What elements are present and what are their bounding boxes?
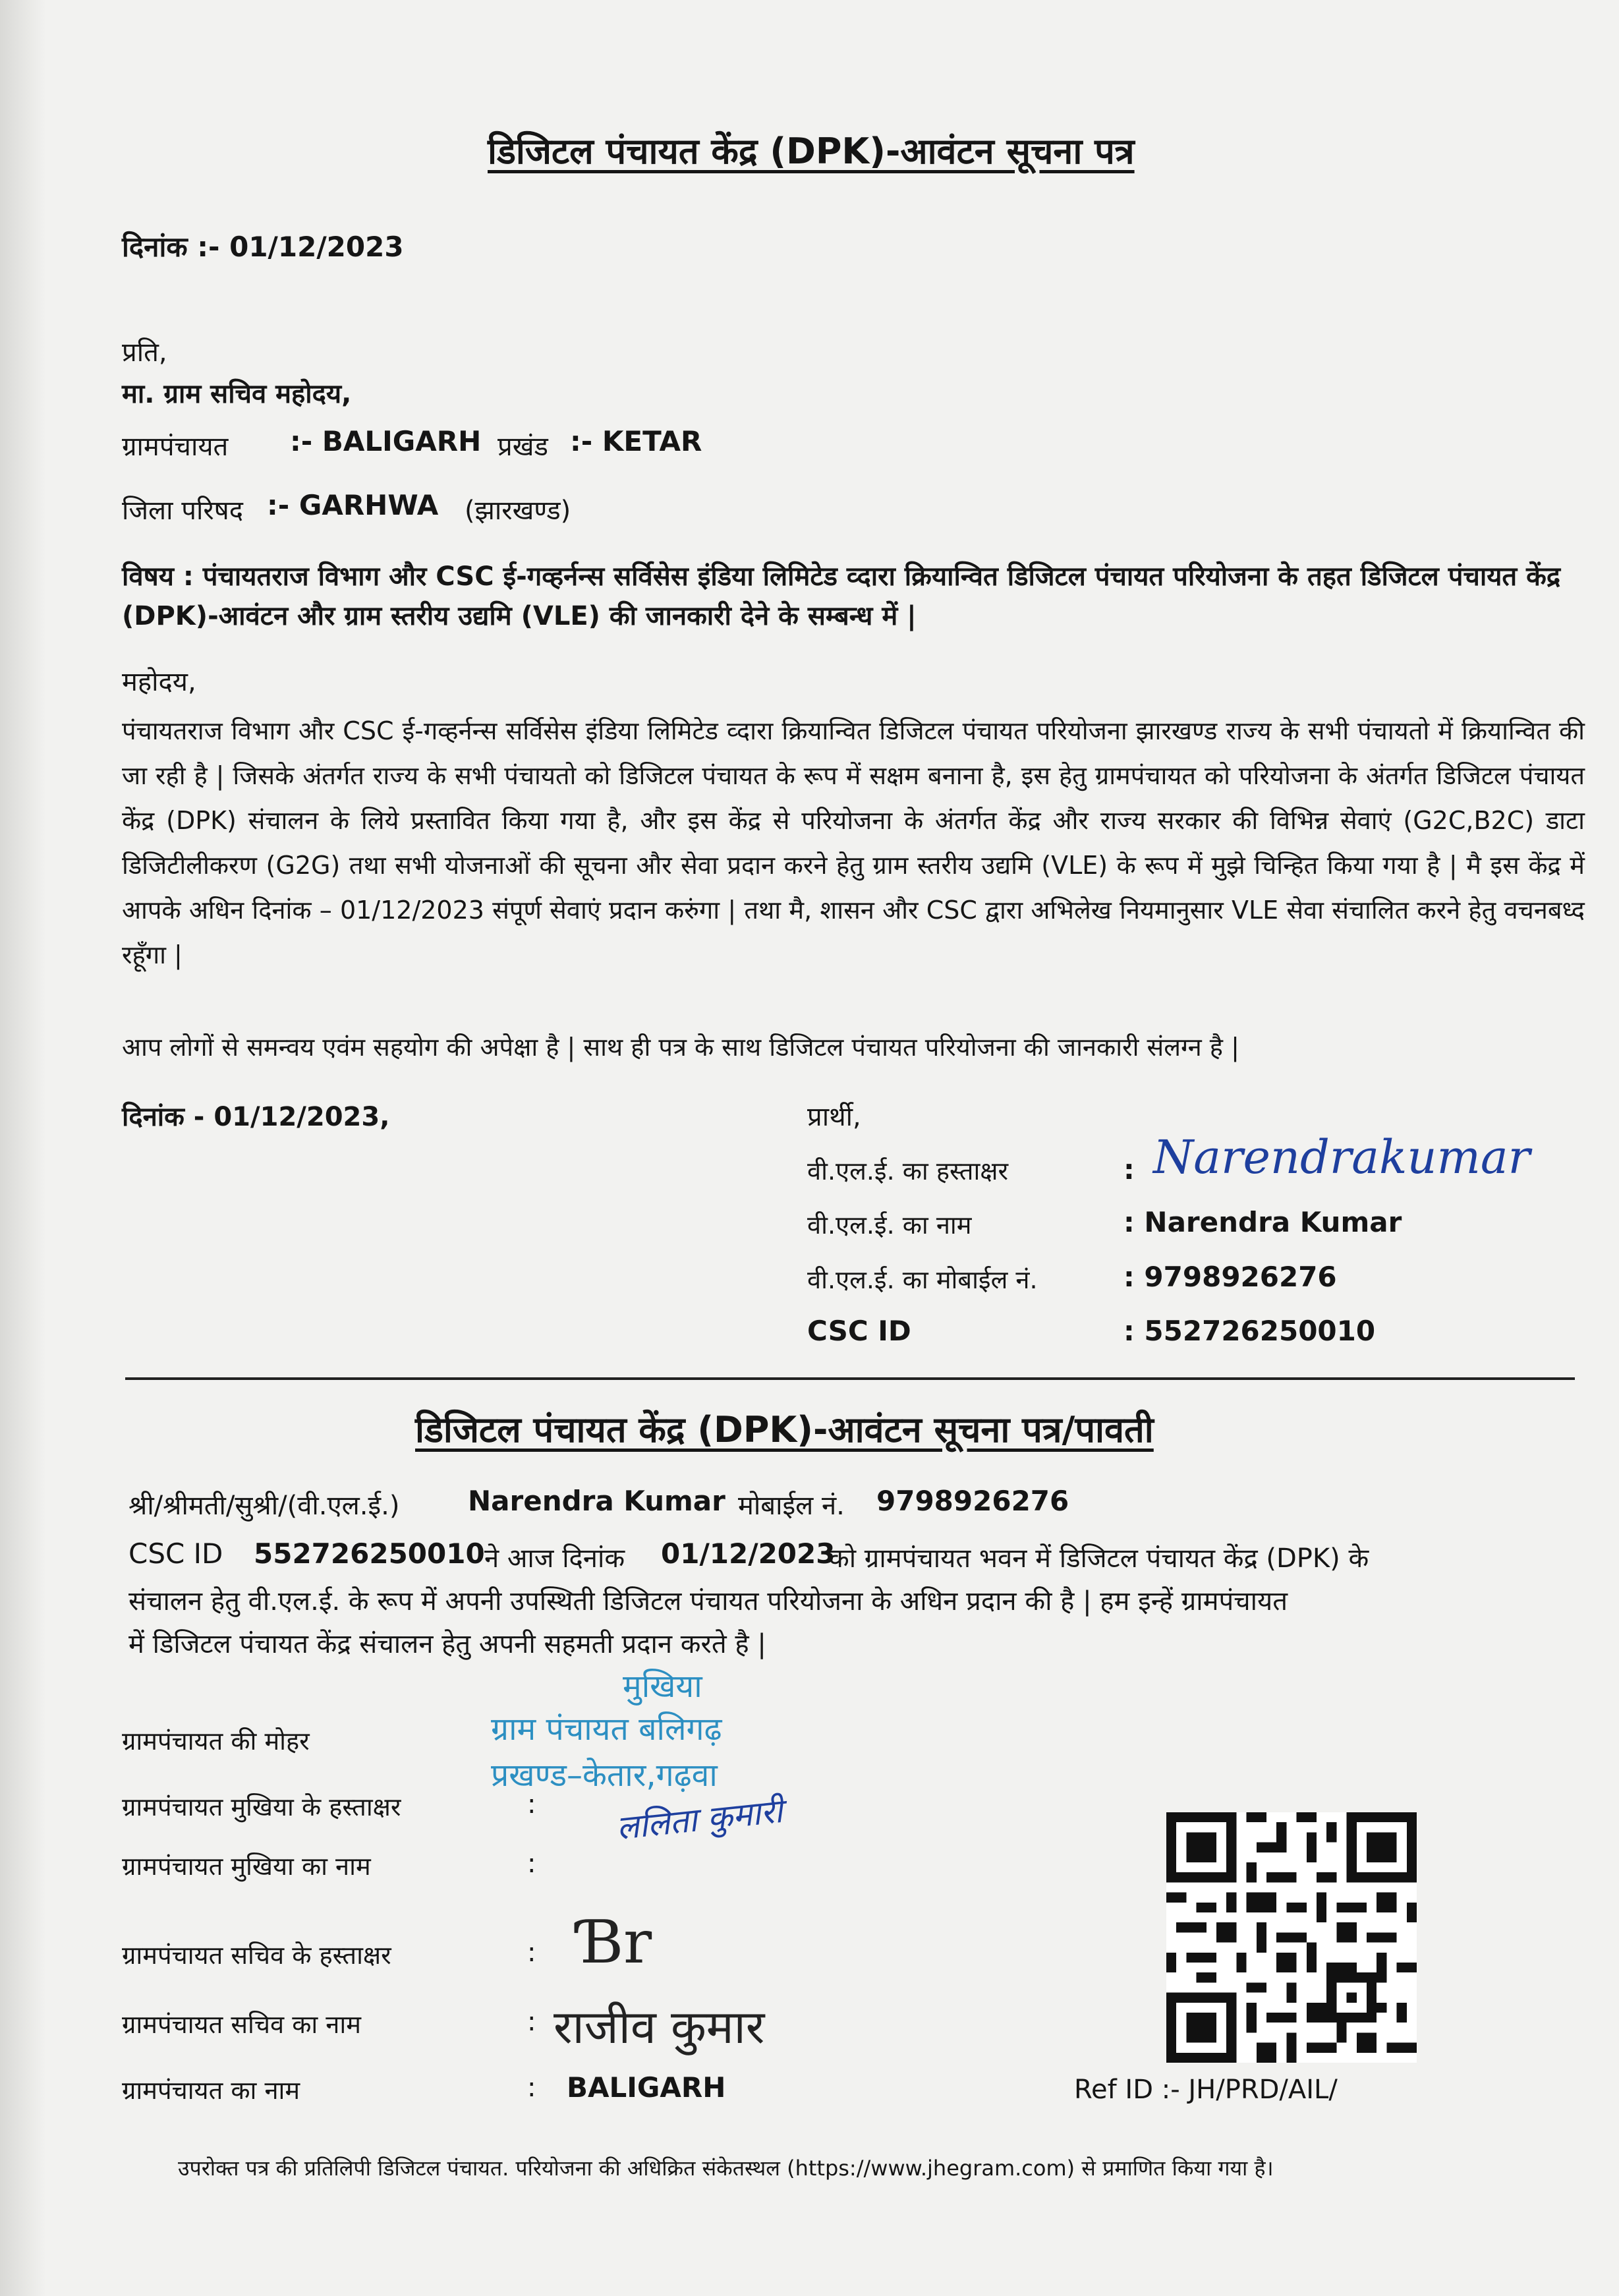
mukhiya-name-label: ग्रामपंचायत मुखिया का नाम — [122, 1852, 371, 1881]
vle-signature-colon: : — [1123, 1153, 1135, 1186]
receipt-date: 01/12/2023 — [661, 1537, 836, 1570]
mukhiya-signature: ललिता कुमारी — [614, 1791, 785, 1848]
receipt-prefix: श्री/श्रीमती/सुश्री/(वी.एल.ई.) — [128, 1491, 400, 1521]
applicant-date: दिनांक - 01/12/2023, — [122, 1102, 390, 1132]
section-divider — [125, 1377, 1575, 1380]
receipt-mobile-value: 9798926276 — [876, 1485, 1069, 1517]
qr-code — [1166, 1812, 1417, 2063]
mukhiya-sign-label: ग्रामपंचायत मुखिया के हस्ताक्षर — [122, 1793, 401, 1822]
panchayat-name-colon: : — [527, 2073, 536, 2103]
block-label: प्रखंड — [497, 432, 548, 462]
vle-name-value: : Narendra Kumar — [1123, 1206, 1402, 1238]
panchayat-name-value: BALIGARH — [567, 2071, 726, 2104]
applicant-label: प्रार्थी, — [807, 1102, 861, 1132]
vle-mobile-value: : 9798926276 — [1123, 1261, 1337, 1293]
receipt-line-4: में डिजिटल पंचायत केंद्र संचालन हेतु अपनी सहमती प्रदान करते है | — [128, 1629, 766, 1659]
panchayat-value: :- BALIGARH — [290, 425, 482, 457]
receipt-csc-value: 552726250010 — [254, 1537, 485, 1570]
letter-date: दिनांक :- 01/12/2023 — [122, 231, 404, 263]
sachiv-signature: Ɓr — [580, 1908, 652, 1977]
sachiv-sign-label: ग्रामपंचायत सचिव के हस्ताक्षर — [122, 1941, 391, 1970]
district-label: जिला परिषद — [122, 496, 244, 526]
seal-label: ग्रामपंचायत की मोहर — [122, 1727, 310, 1756]
page-title: डिजिटल पंचायत केंद्र (DPK)-आवंटन सूचना पत्र — [488, 130, 1135, 172]
mukhiya-name-colon: : — [527, 1849, 536, 1879]
footer-note: उपरोक्त पत्र की प्रतिलिपी डिजिटल पंचायत. परियोजना की अधिक्रित संकेतस्थल (https://www.jhegram.com) से प्रमाणित किया गया है। — [178, 2156, 1274, 2181]
block-value: :- KETAR — [570, 425, 702, 457]
sachiv-name-handwritten: राजीव कुमार — [554, 2000, 765, 2054]
sachiv-name-label: ग्रामपंचायत सचिव का नाम — [122, 2010, 361, 2039]
receipt-vle-name: Narendra Kumar — [468, 1485, 725, 1517]
sachiv-sign-colon: : — [527, 1937, 536, 1968]
vle-mobile-label: वी.एल.ई. का मोबाईल नं. — [807, 1265, 1038, 1294]
scan-edge-shadow — [0, 0, 46, 2296]
body-closing-line: आप लोगों से समन्वय एवंम सहयोग की अपेक्षा है | साथ ही पत्र के साथ डिजिटल पंचायत परियोजना की जानकारी संलग्न है | — [122, 1033, 1239, 1062]
receipt-line-3: संचालन हेतु वी.एल.ई. के रूप में अपनी उपस्थिती डिजिटल पंचायत परियोजना के अधिन प्रदान की है | हम इन्हें ग्रामपंचायत — [128, 1586, 1288, 1617]
receipt-title: डिजिटल पंचायत केंद्र (DPK)-आवंटन सूचना पत्र/पावती — [415, 1409, 1154, 1450]
receipt-csc-label: CSC ID — [128, 1537, 223, 1570]
receipt-mobile-label: मोबाईल नं. — [738, 1491, 845, 1521]
stamp-line-3: प्रखण्ड–केतार,गढ़वा — [491, 1757, 718, 1794]
csc-id-label: CSC ID — [807, 1315, 911, 1347]
district-value: :- GARHWA — [267, 489, 439, 521]
address-to: प्रति, — [122, 337, 167, 368]
vle-name-label: वी.एल.ई. का नाम — [807, 1211, 972, 1240]
sachiv-name-colon: : — [527, 2007, 536, 2037]
csc-id-value: : 552726250010 — [1123, 1315, 1376, 1347]
ref-id: Ref ID :- JH/PRD/AIL/ — [1074, 2075, 1338, 2105]
mukhiya-sign-colon: : — [527, 1789, 536, 1820]
letter-subject: विषय : पंचायतराज विभाग और CSC ई-गव्हर्नन्स सर्विसेस इंडिया लिमिटेड व्दारा क्रियान्वित डिजिटल पंचायत परियोजना के तहत डिजिटल पंचायत केंद्र (DPK)-आवंटन और ग्राम स्तरीय उद्यमि (VLE) की जानकारी देने के सम्बन्ध में | — [122, 561, 1561, 631]
panchayat-name-label: ग्रामपंचायत का नाम — [122, 2076, 300, 2105]
body-paragraph: पंचायतराज विभाग और CSC ई-गव्हर्नन्स सर्विसेस इंडिया लिमिटेड व्दारा क्रियान्वित डिजिटल पंचायत परियोजना झारखण्ड राज्य के सभी पंचायतो में क्रियान्वित की जा रही है | जिसके अंतर्गत राज्य के सभी पंचायतो को डिजिटल पंचायत के रूप में सक्षम बनाना है, इस हेतु ग्रामपंचायत को परियोजना के अंतर्गत डिजिटल पंचायत केंद्र (DPK) संचालन के लिये प्रस्तावित किया गया है, और इस केंद्र से परियोजना के अंतर्गत केंद्र और राज्य सरकार की विभिन्न सेवाएं (G2C,B2C) डाटा डिजिटीलीकरण (G2G) तथा सभी योजनाओं की सूचना और सेवा प्रदान करने हेतु ग्राम स्तरीय उद्यमि (VLE) के रूप में मुझे चिन्हित किया गया है | मै इस केंद्र में आपके अधिन दिनांक – 01/12/2023 संपूर्ण सेवाएं प्रदान करुंगा | तथा मै, शासन और CSC द्वारा अभिलेख नियमानुसार VLE सेवा संचालित करने हेतु वचनबध्द रहूँगा | — [122, 716, 1585, 969]
stamp-line-2: ग्राम पंचायत बलिगढ़ — [491, 1711, 722, 1748]
address-salutation: मा. ग्राम सचिव महोदय, — [122, 379, 352, 409]
stamp-line-1: मुखिया — [623, 1668, 702, 1705]
vle-signature-label: वी.एल.ई. का हस्ताक्षर — [807, 1157, 1009, 1186]
receipt-text-a: ने आज दिनांक — [484, 1543, 625, 1574]
panchayat-label: ग्रामपंचायत — [122, 432, 229, 462]
vle-signature: Narendrakumar — [1153, 1130, 1531, 1184]
greeting: महोदय, — [122, 667, 196, 697]
receipt-text-b: को ग्रामपंचायत भवन में डिजिटल पंचायत केंद्र (DPK) के — [829, 1543, 1369, 1574]
district-state: (झारखण्ड) — [465, 496, 571, 526]
